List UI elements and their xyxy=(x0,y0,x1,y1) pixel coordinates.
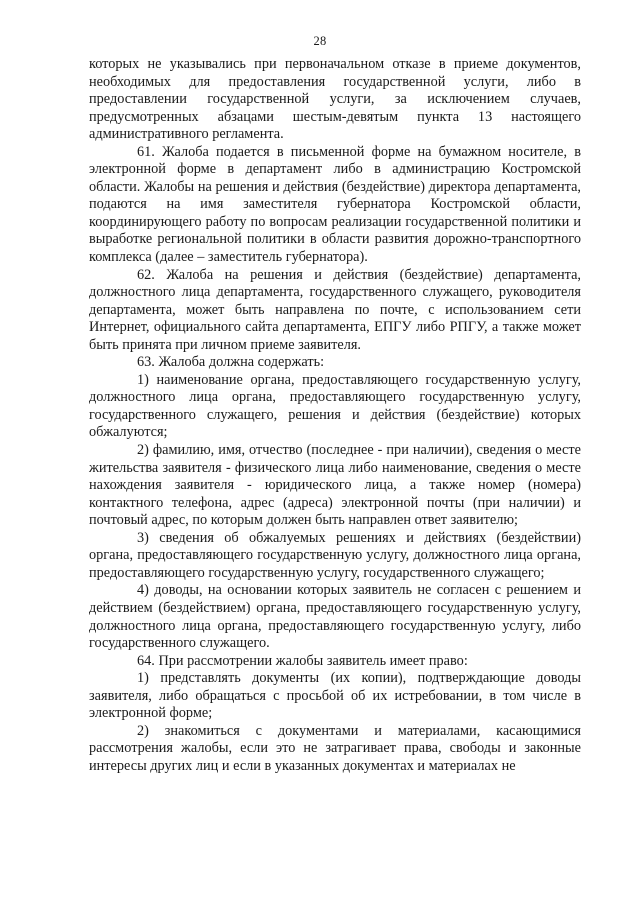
paragraph-item-61: 61. Жалоба подается в письменной форме на бумажном носителе, в электронной форме в департамент либо в администрацию Костромской области. Жалобы на решения и действия (бездействие) директора департамента, подаются на имя заместителя губернатора Костромской области, координирующего работу по вопросам реализации государственной политики и выработке региональной политики в области развития дорожно-транспортного комплекса (далее – заместитель губернатора). xyxy=(89,143,581,266)
paragraph-63-subitem-1: 1) наименование органа, предоставляющего государственную услугу, должностного лица органа, предоставляющего государственную услугу, государственного служащего, решения и действия (бездействие) которых обжалуются; xyxy=(89,371,581,441)
paragraph-item-64: 64. При рассмотрении жалобы заявитель имеет право: xyxy=(137,652,468,669)
paragraph-item-62: 62. Жалоба на решения и действия (бездействие) департамента, должностного лица департамента, государственного служащего, руководителя департамента, может быть направлена по почте, с использованием сети Интернет, официального сайта департамента, ЕПГУ либо РПГУ, а также может быть принята при личном приеме заявителя. xyxy=(89,266,581,353)
paragraph-63-subitem-3: 3) сведения об обжалуемых решениях и действиях (бездействии) органа, предоставляющего государственную услугу, должностного лица органа, предоставляющего государственную услугу, государственного служащего; xyxy=(89,529,581,581)
page-number: 28 xyxy=(313,34,327,48)
body-text xyxy=(89,56,581,775)
paragraph-continuation: которых не указывались при первоначальном отказе в приеме документов, необходимых для предоставления государственной услуги, либо в предоставлении государственной услуги, за исключением случаев, предусмотренных абзацами шестым-девятым пункта 13 настоящего административного регламента. xyxy=(89,56,581,143)
paragraph-64-subitem-1: 1) представлять документы (их копии), подтверждающие доводы заявителя, либо обращаться с просьбой об их истребовании, в том числе в электронной форме; xyxy=(89,670,581,722)
paragraph-64-subitem-2: 2) знакомиться с документами и материалами, касающимися рассмотрения жалобы, если это не затрагивает права, свободы и законные интересы других лиц и если в указанных документах и материалах не xyxy=(89,722,581,774)
paragraph-item-63: 63. Жалоба должна содержать: xyxy=(137,354,325,371)
paragraph-63-subitem-4: 4) доводы, на основании которых заявитель не согласен с решением и действием (бездействием) органа, предоставляющего государственную услугу, должностного лица органа, предоставляющего государственную услугу, либо государственного служащего. xyxy=(89,582,581,652)
paragraph-63-subitem-2: 2) фамилию, имя, отчество (последнее - при наличии), сведения о месте жительства заявителя - физического лица либо наименование, сведения о месте нахождения заявителя - юридического лица, а также номер (номера) контактного телефона, адрес (адреса) электронной почты (при наличии) и почтовый адрес, по которым должен быть направлен ответ заявителю; xyxy=(89,442,581,529)
